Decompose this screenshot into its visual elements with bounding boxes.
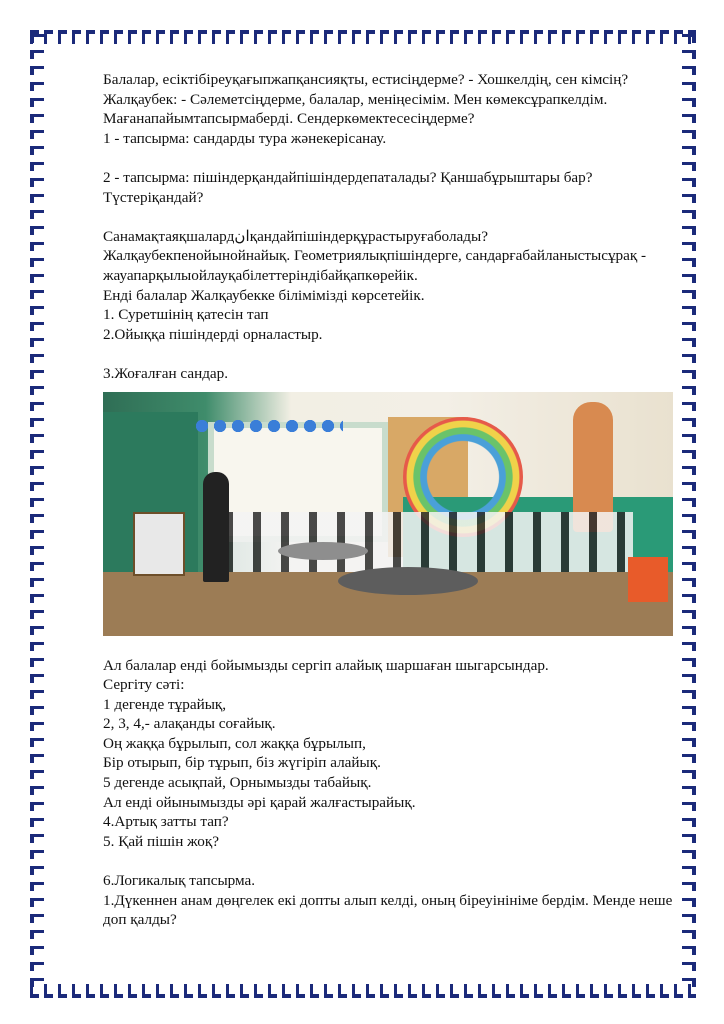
paragraph-task-4: 4.Артық затты тап?: [103, 813, 229, 831]
page-border-left: [30, 34, 48, 990]
poem-line-1: 1 дегенде тұрайық,: [103, 695, 227, 713]
paragraph-continue: Ал енді ойынымызды әрі қарай жалғастырайық.: [103, 793, 416, 811]
projector-table-shape: [338, 567, 478, 595]
children-row-shape: [213, 512, 633, 572]
paragraph-task-5: 5. Қай пішін жоқ?: [103, 832, 219, 850]
page-border-bottom: [30, 980, 696, 998]
orange-chair-shape: [628, 557, 668, 602]
classroom-photo: [103, 392, 673, 636]
paragraph-task-1: 1 - тапсырма: сандарды тура жәнекерісанау.: [103, 129, 387, 147]
teacher-shape: [203, 472, 229, 582]
page-border-right: [678, 34, 696, 990]
paragraph-stretch: Ал балалар енді бойымызды сергіп алайық шаршаған шыгарсындар.: [103, 656, 549, 674]
paragraph-game: Жалқаубекпенойынойнайық. Геометриялықпішіндерге, сандарғабайланыстысұрақ - жауапарқылыойлауқабілеттеріндібайқапкөрейік.: [103, 247, 647, 284]
paragraph-item-2: 2.Ойыққа пішіндерді орналастыр.: [103, 325, 323, 343]
round-table-shape: [278, 542, 368, 560]
poem-line-3: Оң жаққа бұрылып, сол жаққа бұрылып,: [103, 734, 366, 752]
paragraph-task-2: 2 - тапсырма: пішіндерқандайпішіндердепаталады? Қаншабұрыштары бар? Түстеріқандай?: [103, 168, 593, 206]
paragraph-show-knowledge: Енді балалар Жалқаубекке білімімізді көрсетейік.: [103, 286, 425, 304]
balloons-shape: [193, 418, 343, 434]
poem-line-5: 5 дегенде асықпай, Орнымызды табайық.: [103, 774, 372, 792]
paragraph-task-6: 6.Логикалық тапсырма.: [103, 872, 256, 890]
paragraph-task-3: 3.Жоғалған сандар.: [103, 364, 229, 382]
paragraph-logic-question: 1.Дүкеннен анам дөңгелек екі допты алып келді, оның біреуінініме бердім. Менде неше доп қалды?: [103, 891, 673, 929]
poem-line-4: Бір отырып, бір тұрып, біз жүгіріп алайық.: [103, 754, 381, 772]
paragraph-item-1: 1. Суретшінің қатесін тап: [103, 306, 269, 324]
page-border-top: [30, 30, 696, 48]
easel-shape: [133, 512, 185, 576]
paragraph-zhalkaubek: Жалқаубек: - Сәлеметсіңдерме, балалар, меніңесімім. Мен көмексұрапкелдім. Мағанапайымтапсырмаберді. Сендеркөмектесесіңдерме?: [103, 90, 608, 128]
paragraph-counting-sticks: Санамақтаяқшалардانқандайпішіндерқұрастыруғаболады?: [103, 227, 488, 245]
document-body: [103, 70, 678, 930]
paragraph-greeting: Балалар, есіктібіреуқағыпжапқансияқты, естисіңдерме? - Хошкелдің, сен кімсің?: [103, 71, 629, 88]
paragraph-sergitu: Сергіту сәті:: [103, 676, 185, 694]
poem-line-2: 2, 3, 4,- алақанды соғайық.: [103, 715, 276, 733]
